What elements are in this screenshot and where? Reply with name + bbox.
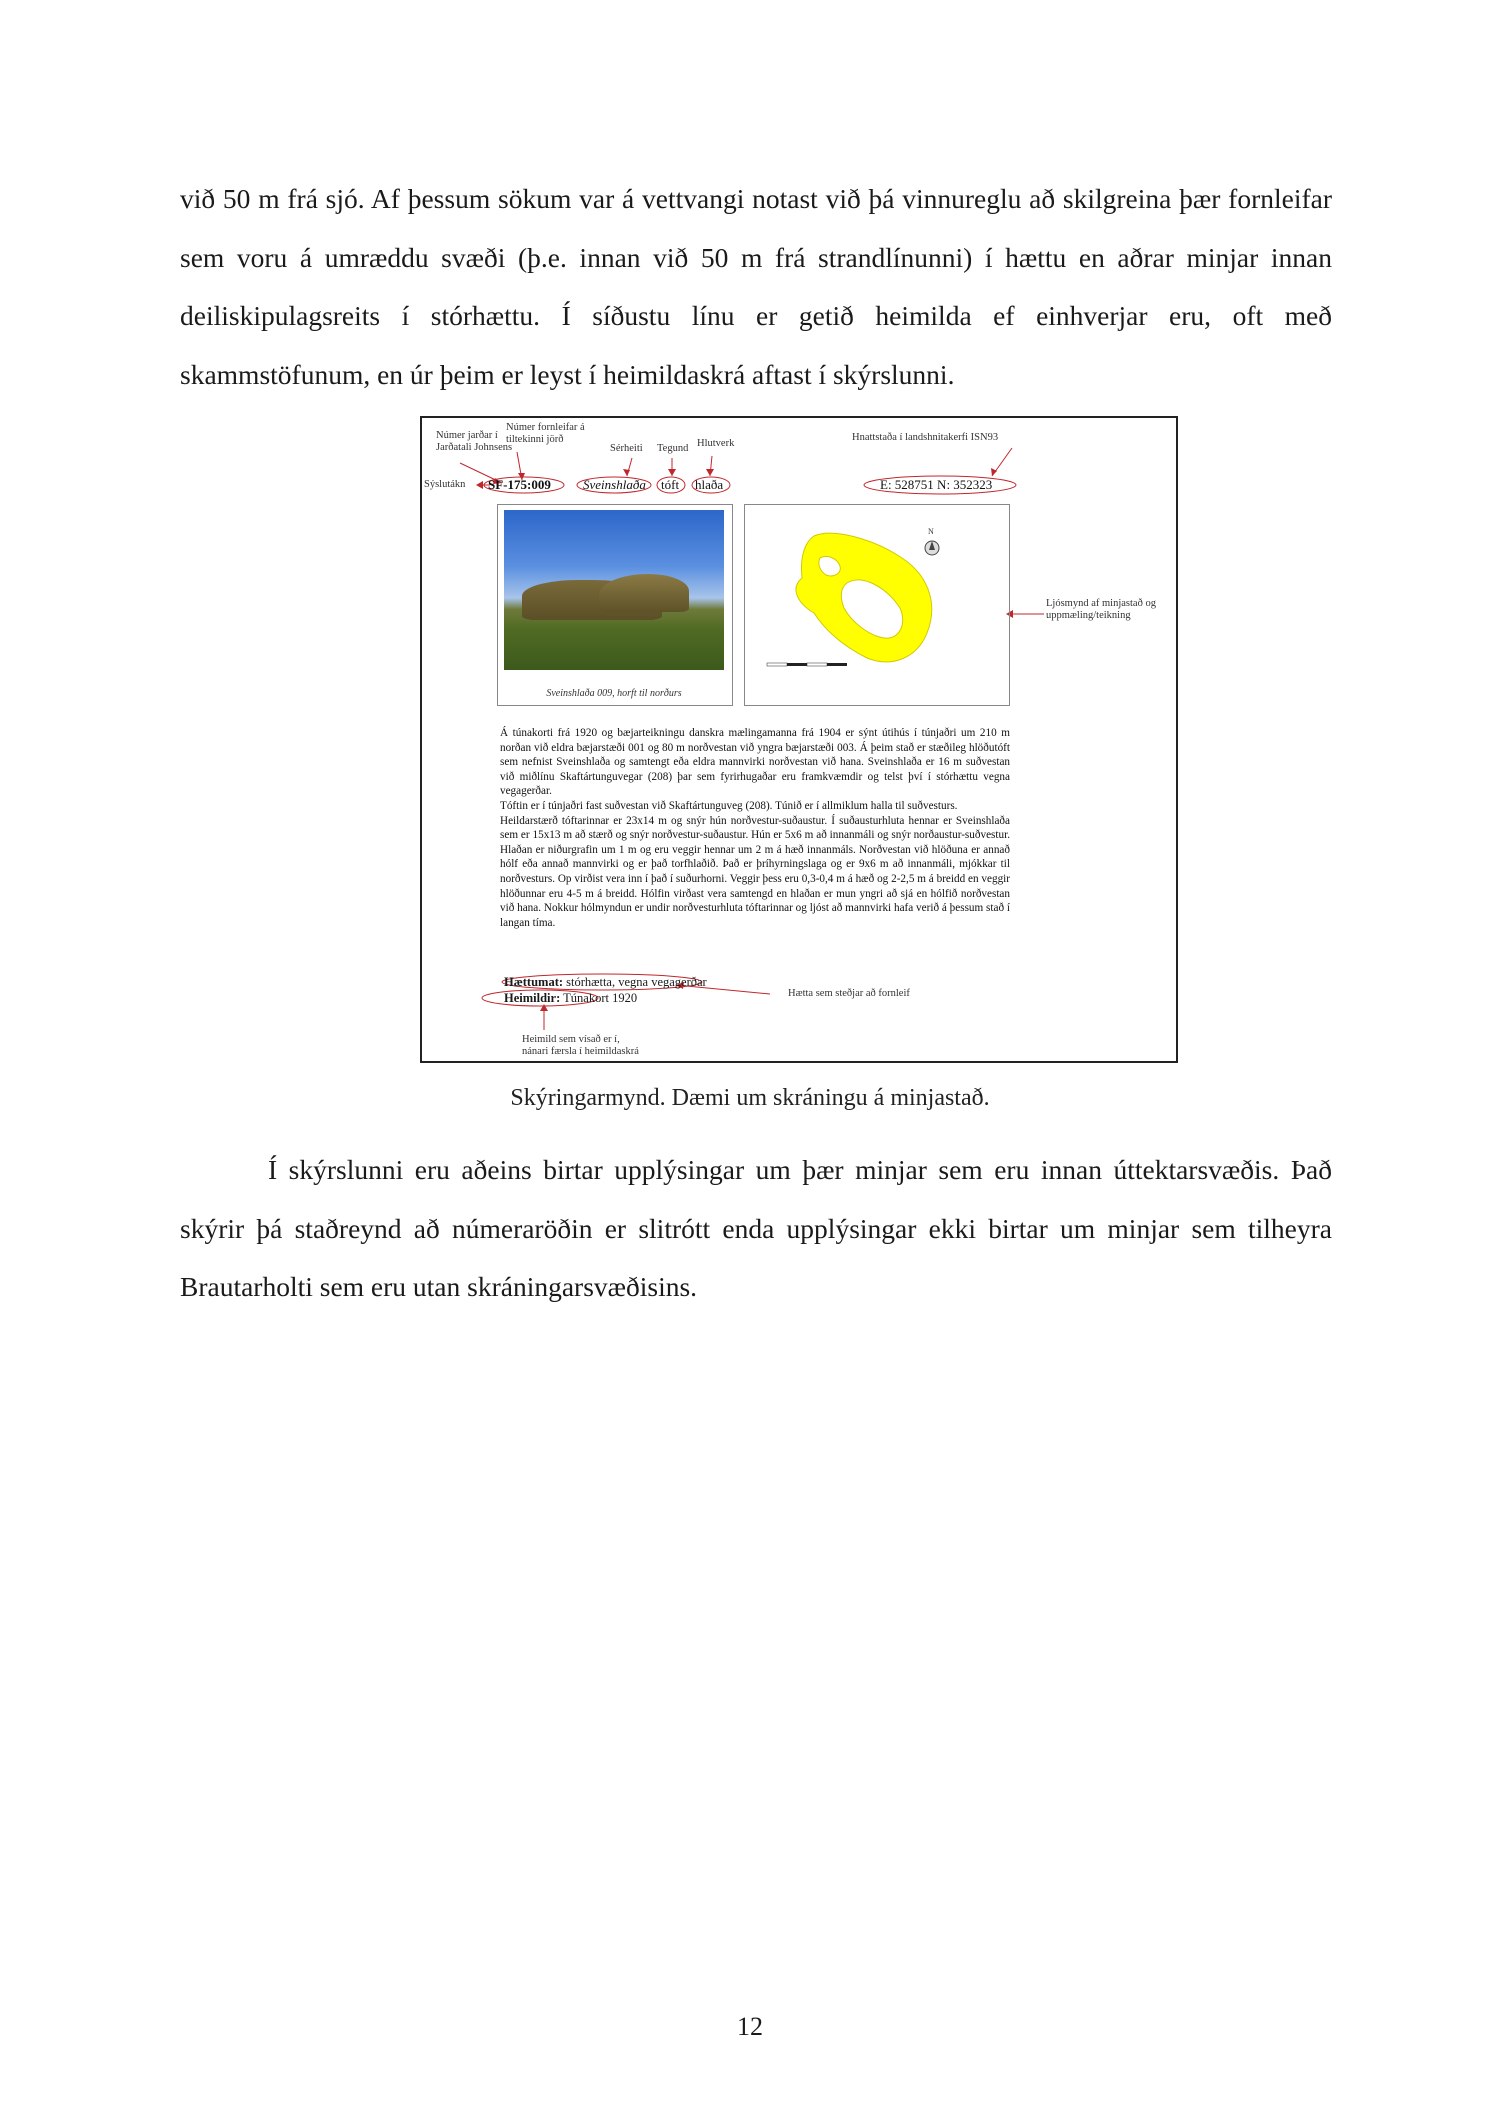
coords-label: Hnattstaða í landshnitakerfi ISN93 — [852, 432, 999, 443]
record-id: SF-175:009 — [488, 477, 551, 492]
site-description — [500, 726, 1010, 930]
arrowhead — [476, 481, 483, 489]
arrowhead — [706, 469, 714, 476]
plan-frame — [744, 504, 1010, 706]
hazard-line — [504, 975, 707, 990]
paragraph-2: Í skýrslunni eru aðeins birtar upplýsingar um þær minjar sem eru innan úttektarsvæðis. Það skýrir þá staðreynd að númeraröðin er slitrótt enda upplýsingar ekki birtar um minjar sem tilheyra Brautarholti sem eru utan skráningarsvæðisins. — [180, 1154, 1332, 1302]
record-function: hlaða — [695, 477, 724, 492]
arrowhead — [991, 468, 997, 476]
source-value: Túnakort 1920 — [563, 991, 638, 1005]
site-number-label: Númer fornleifar á tiltekinni jörð — [506, 422, 585, 445]
arrowhead — [668, 469, 676, 476]
source-line — [504, 991, 637, 1006]
county-label: Sýslutákn — [424, 479, 466, 490]
page-number: 12 — [737, 2012, 763, 2041]
name-label: Sérheiti — [610, 443, 643, 454]
record-name: Sveinshlaða — [583, 477, 646, 492]
source-label: Heimildir: — [504, 991, 561, 1005]
site-record-figure — [420, 416, 1178, 1063]
hazard-label: Hættumat: — [504, 975, 564, 989]
site-photo — [504, 510, 724, 670]
record-type: tóft — [661, 477, 680, 492]
description-paragraph: Á túnakorti frá 1920 og bæjarteikningu danskra mælingamanna frá 1904 er sýnt útihús í túnjaðri um 210 m norðan við eldra bæjarstæði 001 og 80 m norðvestan við yngra bæjarstæði 003. Á þeim stað er stæðileg hlöðutóft sem nefnist Sveinshlaða og samtengt eða eldra mannvirki norðvestan við hana. Sveinshlaða er 16 m suðvestan við miðlínu Skaftártunguvegar (208) þar sem fyrirhugaðar eru framkvæmdir og telst því í stórhættu vegna vegagerðar. — [500, 727, 1010, 798]
hazard-note-label: Hætta sem steðjar að fornleif — [788, 988, 910, 999]
farm-number-label: Númer jarðar í Jarðatali Johnsens — [436, 430, 513, 453]
hazard-value: stórhætta, vegna vegagerðar — [566, 975, 707, 989]
photo-caption: Sveinshlaða 009, horft til norðurs — [546, 688, 682, 699]
source-note-label: Heimild sem vísað er í, nánari færsla í heimildaskrá — [522, 1034, 639, 1057]
north-label: N — [928, 527, 934, 536]
photo-note-label: Ljósmynd af minjastað og uppmæling/teikning — [1046, 598, 1156, 621]
paragraph-1: við 50 m frá sjó. Af þessum sökum var á vettvangi notast við þá vinnureglu að skilgreina þær fornleifar sem voru á umræddu svæði (þ.e. innan við 50 m frá strandlínunni) í hættu en aðrar minjar innan deiliskipulagsreits í stórhættu. Í síðustu línu er getið heimilda ef einhverjar eru, oft með skammstöfunum, en úr þeim er leyst í heimildaskrá aftast í skýrslunni. — [180, 183, 1332, 390]
type-label: Tegund — [657, 443, 689, 454]
figure-caption: Skýringarmynd. Dæmi um skráningu á minjastað. — [510, 1085, 990, 1111]
description-paragraph: Tóftin er í túnjaðri fast suðvestan við Skaftártunguveg (208). Túnið er í allmiklum halla til suðvesturs. — [500, 799, 958, 812]
function-label: Hlutverk — [697, 438, 735, 449]
description-paragraph: Heildarstærð tóftarinnar er 23x14 m og snýr hún norðvestur-suðaustur. Í suðausturhluta hennar er Sveinshlaða sem er 15x13 m að stærð og snýr norðvestur-suðaustur. Hún er 5x6 m að innanmáli og snýr norðaustur-suðvestur. Hlaðan er niðurgrafin um 1 m og eru veggir hennar um 2 m á hæð innanmáls. Norðvestan við hlöðuna er annað hólf eða annað mannvirki og er það torfhlaðið. Það er þríhyrningslaga og er 9x6 m að innanmáli, mjókkar til norðvesturs. Op virðist vera inn í það í suðurhorni. Veggir þess eru 0,3-0,4 m á hæð og 2-2,5 m á breidd en veggir hlöðunnar eru 4-5 m á breidd. Hólfin virðast vera samtengd en hlaðan er mun yngri að sjá en hólfið norðvestan við hana. Nokkur hólmyndun er undir norðvesturhluta tóftarinnar og ljóst að mannvirki hafa verið á þessum stað í langan tíma. — [500, 814, 1010, 929]
photo-mound — [599, 574, 689, 612]
record-coords: E: 528751 N: 352323 — [880, 477, 993, 492]
arrowhead — [623, 469, 630, 476]
